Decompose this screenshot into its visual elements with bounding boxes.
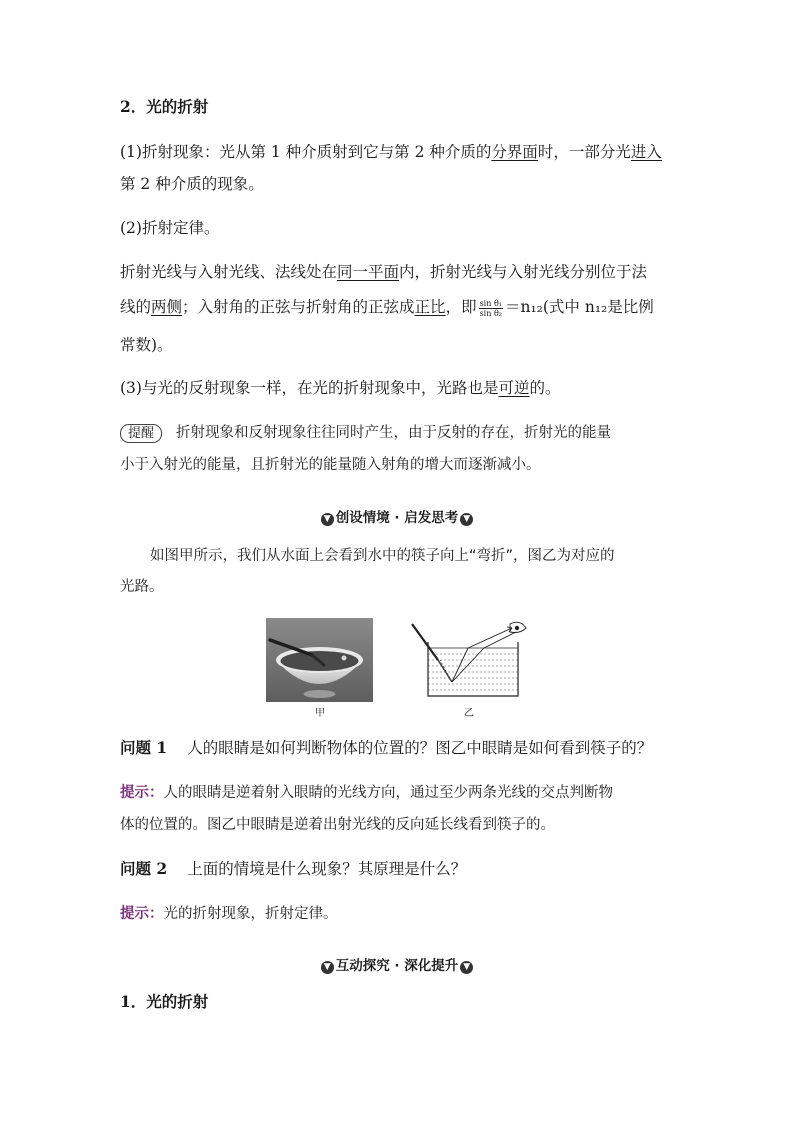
underlined-term: 可逆 [498, 379, 530, 397]
text-span: 内，折射光线与入射光线分别位于法 [399, 263, 648, 281]
fraction-numerator: sin θ₁ [479, 298, 502, 308]
text-span: 的。 [529, 379, 561, 397]
text-span: (3)与光的反射现象一样，在光的折射现象中，光路也是 [120, 379, 499, 397]
hint-label: 提示： [120, 785, 164, 801]
question-label: 问题 1 [120, 738, 168, 757]
underlined-term: 同一平面 [337, 263, 400, 281]
sine-ratio-fraction [479, 299, 503, 318]
text-span: 折射现象和反射现象往往同时产生，由于反射的存在，折射光的能量 [176, 425, 612, 441]
scene-intro-line1: 如图甲所示，我们从水面上会看到水中的筷子向上“弯折”，图乙为对应的 [150, 548, 615, 564]
scene-section-header [0, 506, 794, 526]
hint-label: 提示： [120, 906, 164, 922]
chevron-down-icon: ▼ [460, 961, 473, 974]
text-span: (1)折射现象：光从第 1 种介质射到它与第 2 种介质的 [120, 143, 492, 161]
chevron-down-icon: ▼ [460, 513, 473, 526]
underlined-term: 进入 [630, 143, 662, 161]
answer-text: 人的眼睛是逆着射入眼睛的光线方向，通过至少两条光线的交点判断物 [163, 785, 613, 801]
text-span: 时，一部分光 [537, 143, 631, 161]
paragraph-law-line2 [120, 297, 654, 318]
tip-line1 [120, 423, 611, 443]
fraction-denominator: sin θ₂ [479, 308, 502, 318]
underlined-term: 正比 [414, 298, 446, 316]
question-label: 问题 2 [120, 859, 168, 878]
paragraph-law-line1 [120, 262, 647, 282]
header-text: 创设情境 · 启发思考 [335, 510, 459, 526]
figure-caption-b: 乙 [464, 708, 474, 719]
figure-caption-a: 甲 [315, 708, 325, 719]
text-span: 折射光线与入射光线、法线处在 [120, 263, 338, 281]
paragraph-refraction-phenomenon [120, 142, 662, 162]
paragraph-refraction-law: (2)折射定律。 [120, 219, 220, 237]
bowl-chopsticks-photo [266, 618, 373, 702]
tip-line2: 小于入射光的能量，且折射光的能量随入射角的增大而逐渐减小。 [120, 457, 541, 473]
chevron-down-icon: ▼ [321, 961, 334, 974]
explore-section-header [0, 954, 794, 974]
chevron-down-icon: ▼ [321, 513, 334, 526]
answer-1-line1 [120, 783, 613, 803]
question-2 [120, 859, 466, 879]
underlined-term: 分界面 [491, 143, 538, 161]
answer-1-line2: 体的位置的。图乙中眼睛是逆着出射光线的反向延长线看到筷子的。 [120, 817, 555, 833]
scene-intro-line2: 光路。 [120, 579, 164, 595]
text-span: 线的 [120, 298, 152, 316]
paragraph-line: 第 2 种介质的现象。 [120, 175, 264, 193]
text-span: ，即 [445, 298, 477, 316]
light-path-diagram [408, 620, 530, 700]
section-heading: 2．光的折射 [120, 97, 209, 116]
paragraph-reversible [120, 378, 561, 398]
answer-2 [120, 904, 338, 924]
question-text: 人的眼睛是如何判断物体的位置的？图乙中眼睛是如何看到筷子的？ [187, 739, 653, 757]
tip-tag: 提醒 [120, 424, 162, 443]
question-1 [120, 738, 652, 758]
text-span: ＝n₁₂(式中 n₁₂是比例 [504, 298, 654, 316]
text-span: ；入射角的正弦与折射角的正弦成 [182, 298, 415, 316]
question-text: 上面的情境是什么现象？其原理是什么？ [187, 860, 467, 878]
underlined-term: 两侧 [151, 298, 183, 316]
answer-text: 光的折射现象，折射定律。 [163, 906, 338, 922]
subsection-heading: 1．光的折射 [120, 992, 209, 1011]
paragraph-line: 常数)。 [120, 336, 173, 354]
header-text: 互动探究 · 深化提升 [335, 958, 459, 974]
